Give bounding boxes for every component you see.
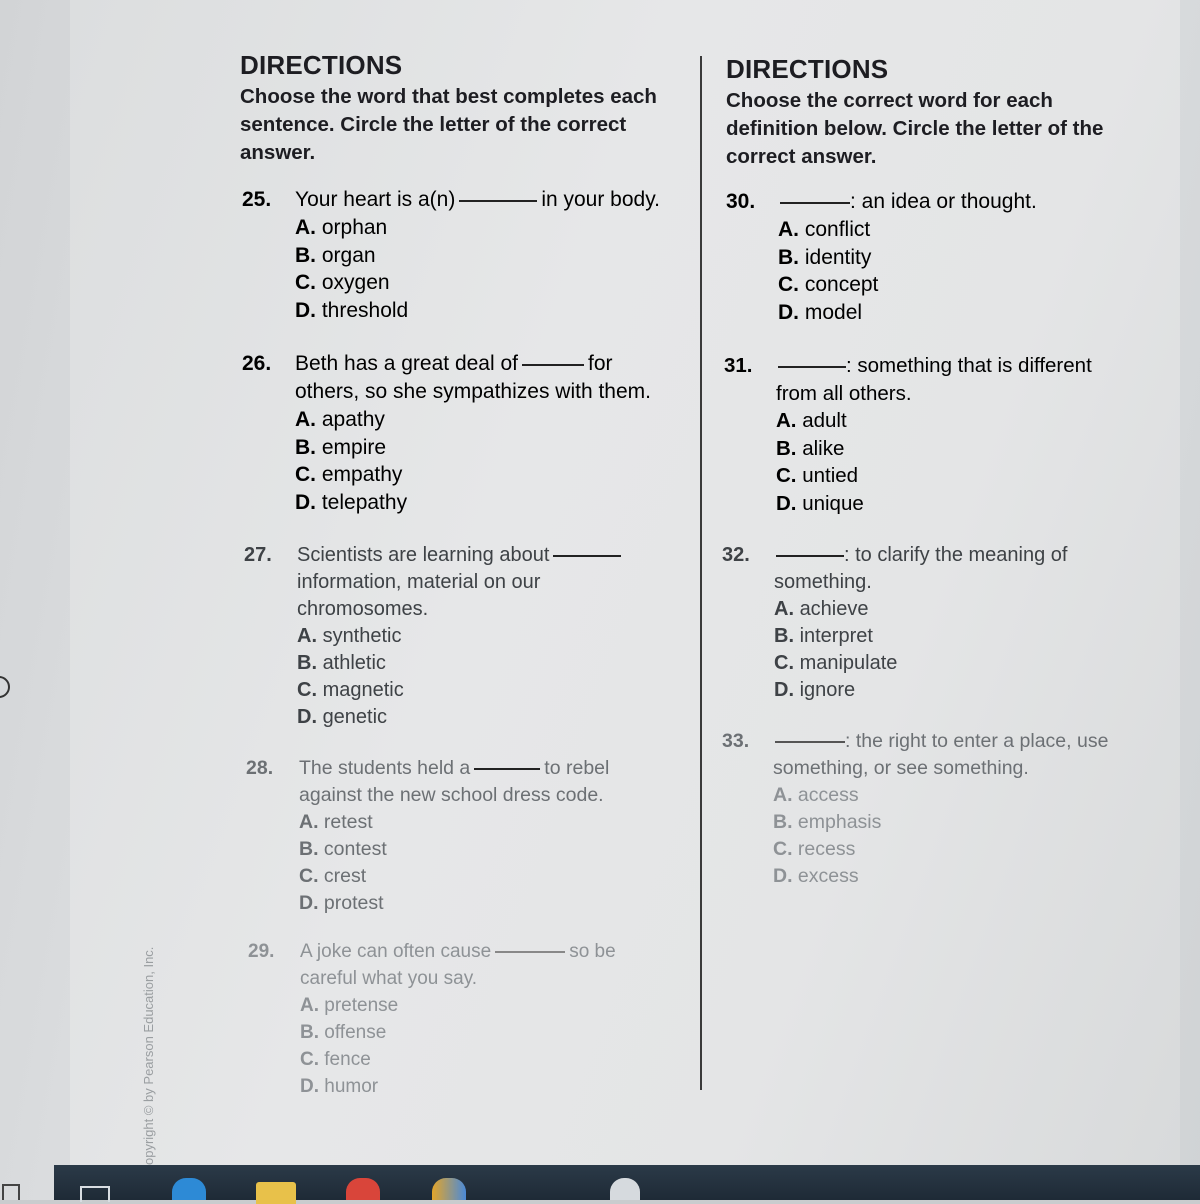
options: [299, 809, 387, 917]
option-letter: D.: [776, 491, 797, 515]
left-directions-text: [240, 83, 690, 167]
answer-blank: [522, 364, 584, 366]
stem-text: The students held a: [299, 757, 471, 779]
option-letter: A.: [297, 625, 317, 647]
question-number: 33.: [722, 730, 750, 752]
option-text: organ: [321, 243, 376, 267]
option-text: fence: [324, 1049, 371, 1070]
option-text: alike: [802, 436, 845, 460]
option-b[interactable]: [299, 836, 387, 863]
question-stem: [773, 728, 1108, 782]
option-d[interactable]: [295, 489, 407, 517]
option-b[interactable]: [295, 434, 407, 462]
option-text: telepathy: [321, 490, 408, 514]
question-number: 30.: [726, 190, 756, 213]
option-a[interactable]: [295, 406, 407, 434]
options: [776, 407, 864, 517]
option-text: athletic: [322, 652, 386, 674]
option-a[interactable]: [295, 214, 408, 242]
question-stem: [778, 188, 1037, 216]
chrome-icon[interactable]: [346, 1178, 380, 1200]
option-text: magnetic: [322, 679, 404, 701]
question-stem: [295, 186, 660, 214]
left-directions-line: Choose the word that best completes each: [240, 85, 657, 108]
stem-text: so be: [569, 941, 616, 962]
option-d[interactable]: [774, 677, 897, 704]
stem-text: : something that is different: [846, 354, 1092, 377]
left-directions-line: sentence. Circle the letter of the correct: [240, 113, 627, 136]
question-stem: [774, 542, 1067, 596]
answer-blank: [459, 200, 537, 202]
option-text: identity: [804, 245, 872, 269]
right-directions-line: correct answer.: [726, 145, 877, 168]
edge-icon[interactable]: [172, 1178, 206, 1200]
stem-text: : the right to enter a place, use: [845, 730, 1109, 752]
option-a[interactable]: [300, 992, 398, 1019]
stem-text: information, material on our: [297, 571, 541, 593]
option-letter: C.: [295, 271, 316, 294]
file-explorer-icon[interactable]: [256, 1182, 296, 1204]
option-letter: D.: [295, 298, 316, 322]
option-a[interactable]: [299, 809, 387, 836]
option-d[interactable]: [778, 299, 878, 327]
option-text: adult: [802, 409, 847, 432]
option-letter: B.: [295, 435, 316, 459]
option-b[interactable]: [778, 244, 878, 272]
option-text: offense: [324, 1022, 387, 1043]
option-text: contest: [323, 838, 387, 860]
option-letter: B.: [774, 625, 794, 647]
right-directions-title: DIRECTIONS: [726, 54, 889, 84]
answer-blank: [776, 555, 844, 557]
option-c[interactable]: [299, 863, 387, 890]
right-directions-text: [726, 87, 1146, 171]
option-d[interactable]: [776, 490, 864, 518]
option-d[interactable]: [297, 704, 404, 731]
option-letter: B.: [295, 243, 316, 267]
option-letter: A.: [295, 408, 316, 431]
option-b[interactable]: [295, 242, 408, 270]
stem-text: for: [588, 352, 613, 375]
option-c[interactable]: [300, 1046, 398, 1073]
stem-text: : an idea or thought.: [850, 190, 1037, 213]
option-letter: C.: [299, 865, 319, 887]
option-b[interactable]: [774, 623, 897, 650]
option-text: crest: [323, 865, 367, 887]
option-letter: A.: [776, 409, 797, 432]
option-text: retest: [323, 811, 373, 833]
question-number: 26.: [242, 352, 272, 375]
stem-text: to rebel: [544, 757, 610, 779]
answer-blank: [778, 366, 846, 368]
option-d[interactable]: [295, 297, 408, 325]
option-letter: C.: [300, 1049, 319, 1070]
option-letter: D.: [295, 490, 316, 514]
answer-blank: [780, 202, 850, 204]
option-letter: B.: [776, 436, 797, 460]
stem-text: Your heart is a(n): [295, 188, 456, 211]
right-column: [726, 54, 1146, 171]
stem-text: from all others.: [776, 381, 912, 405]
option-text: threshold: [321, 298, 409, 322]
option-text: protest: [323, 892, 384, 914]
option-letter: B.: [299, 838, 319, 860]
option-d[interactable]: [773, 863, 881, 890]
option-a[interactable]: [778, 216, 878, 244]
option-letter: C.: [295, 463, 316, 486]
left-directions-title: DIRECTIONS: [240, 50, 403, 80]
option-text: unique: [802, 491, 864, 515]
option-text: oxygen: [321, 271, 390, 294]
stem-text: A joke can often cause: [300, 941, 492, 962]
stem-text: in your body.: [541, 188, 660, 211]
settings-icon[interactable]: [610, 1178, 640, 1200]
right-directions-line: Choose the correct word for each: [726, 89, 1053, 112]
option-letter: C.: [776, 464, 797, 487]
question-stem: [776, 352, 1092, 407]
option-letter: D.: [300, 1076, 319, 1097]
stem-text: careful what you say.: [300, 968, 478, 989]
option-text: empathy: [321, 463, 403, 486]
answer-blank: [495, 951, 565, 953]
paint-icon[interactable]: [432, 1178, 466, 1200]
options: [295, 406, 407, 516]
question-number: 29.: [248, 941, 275, 962]
option-text: emphasis: [797, 811, 882, 833]
option-letter: D.: [299, 892, 319, 914]
options: [774, 596, 897, 704]
stem-text: others, so she sympathizes with them.: [295, 379, 651, 403]
answer-blank: [474, 768, 540, 770]
option-b[interactable]: [773, 809, 881, 836]
option-text: apathy: [321, 408, 385, 431]
option-b[interactable]: [300, 1019, 398, 1046]
options: [297, 623, 404, 731]
option-d[interactable]: [300, 1073, 398, 1100]
option-text: conflict: [804, 218, 871, 241]
option-d[interactable]: [299, 890, 387, 917]
option-text: interpret: [799, 625, 873, 647]
option-c[interactable]: [773, 836, 881, 863]
option-a[interactable]: [297, 623, 404, 650]
question-stem: [299, 755, 609, 809]
option-letter: B.: [778, 245, 799, 269]
option-letter: D.: [774, 679, 794, 701]
left-directions-line: answer.: [240, 141, 316, 164]
question-number: 32.: [722, 544, 750, 566]
options: [295, 214, 408, 324]
option-b[interactable]: [297, 650, 404, 677]
option-c[interactable]: [774, 650, 897, 677]
option-b[interactable]: [776, 435, 864, 463]
stem-text: something.: [774, 571, 872, 593]
option-text: excess: [797, 865, 859, 887]
copyright-notice: opyright © by Pearson Education, Inc.: [141, 946, 156, 1165]
option-text: ignore: [799, 679, 856, 701]
option-c[interactable]: [295, 269, 408, 297]
question-number: 28.: [246, 757, 274, 779]
option-text: untied: [802, 464, 859, 487]
option-text: humor: [324, 1076, 379, 1097]
option-letter: A.: [299, 811, 319, 833]
stem-text: chromosomes.: [297, 598, 429, 620]
option-letter: C.: [774, 652, 794, 674]
option-text: empire: [321, 435, 387, 459]
option-letter: A.: [300, 995, 319, 1016]
option-text: recess: [797, 838, 856, 860]
option-a[interactable]: [773, 782, 881, 809]
stem-text: Scientists are learning about: [297, 544, 550, 566]
column-divider: [700, 56, 702, 1090]
stem-text: against the new school dress code.: [299, 784, 604, 806]
option-letter: A.: [773, 784, 793, 806]
option-c[interactable]: [776, 462, 864, 490]
question-stem: [300, 938, 616, 992]
option-letter: D.: [778, 300, 799, 324]
option-text: model: [804, 300, 863, 324]
option-a[interactable]: [774, 596, 897, 623]
option-letter: D.: [297, 706, 317, 728]
option-text: synthetic: [322, 625, 402, 647]
options: [300, 992, 398, 1100]
question-number: 27.: [244, 544, 272, 566]
option-text: orphan: [321, 216, 388, 239]
answer-blank: [553, 555, 621, 557]
question-stem: [295, 350, 651, 405]
options: [773, 782, 881, 890]
option-text: genetic: [322, 706, 388, 728]
option-text: manipulate: [799, 652, 898, 674]
stem-text: Beth has a great deal of: [295, 352, 518, 375]
option-letter: A.: [295, 216, 316, 239]
option-letter: C.: [297, 679, 317, 701]
option-letter: A.: [774, 598, 794, 620]
answer-blank: [775, 741, 845, 743]
option-letter: B.: [300, 1022, 319, 1043]
options: [778, 216, 878, 326]
question-number: 31.: [724, 354, 753, 377]
option-letter: D.: [773, 865, 793, 887]
option-a[interactable]: [776, 407, 864, 435]
option-c[interactable]: [295, 461, 407, 489]
option-letter: C.: [773, 838, 793, 860]
question-stem: [297, 542, 625, 623]
option-letter: B.: [297, 652, 317, 674]
option-text: access: [797, 784, 859, 806]
option-letter: C.: [778, 273, 799, 296]
option-letter: B.: [773, 811, 793, 833]
question-number: 25.: [242, 188, 272, 211]
option-letter: A.: [778, 218, 799, 241]
option-text: pretense: [324, 995, 399, 1016]
stem-text: : to clarify the meaning of: [844, 544, 1068, 566]
option-text: achieve: [799, 598, 869, 620]
option-text: concept: [804, 273, 879, 296]
right-directions-line: definition below. Circle the letter of the: [726, 117, 1104, 140]
option-c[interactable]: [297, 677, 404, 704]
stem-text: something, or see something.: [773, 757, 1029, 779]
option-c[interactable]: [778, 271, 878, 299]
left-column: [240, 50, 690, 167]
document-icon: [2, 1184, 20, 1200]
